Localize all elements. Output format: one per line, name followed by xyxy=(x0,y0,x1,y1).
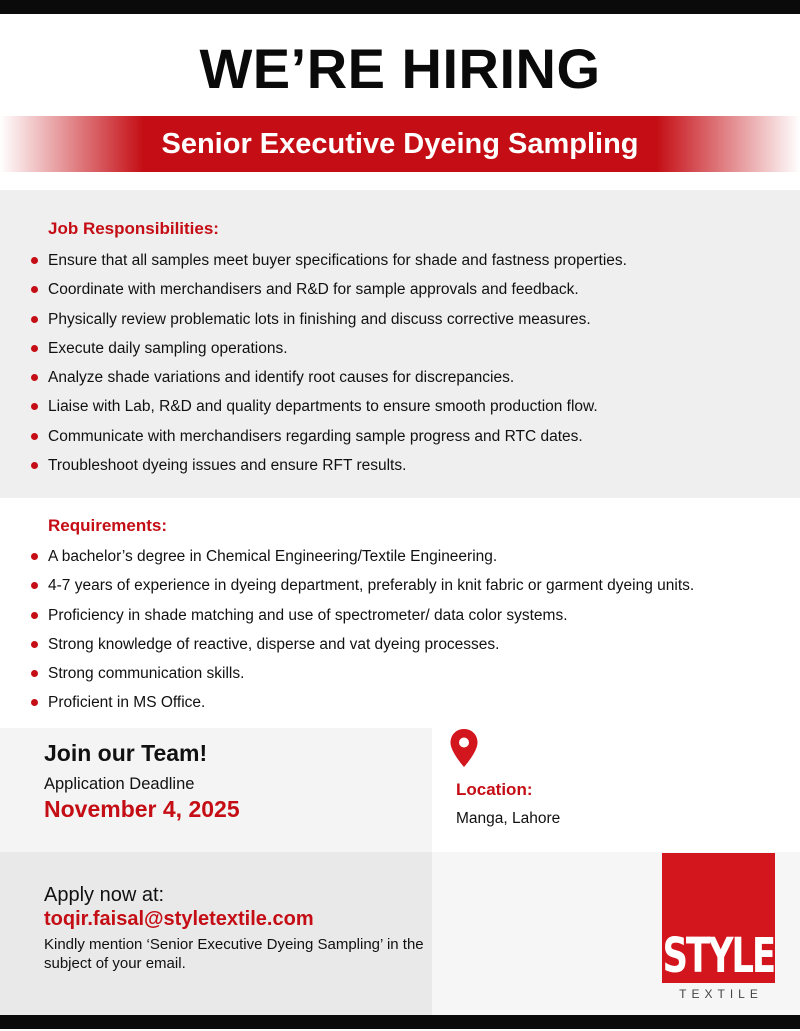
bullet-text: A bachelor’s degree in Chemical Engineering/Textile Engineering. xyxy=(48,548,498,565)
bullet-dot-icon xyxy=(31,433,38,440)
bullet-text: Proficient in MS Office. xyxy=(48,694,206,712)
apply-label: Apply now at: xyxy=(44,884,165,906)
bullet-dot-icon xyxy=(31,582,38,589)
bullet-item xyxy=(0,576,800,605)
requirements-list xyxy=(0,547,800,723)
bullet-text: 4-7 years of experience in dyeing department, preferably in knit fabric or garment dyeing units. xyxy=(48,577,695,595)
bullet-item xyxy=(0,547,800,576)
bullet-dot-icon xyxy=(31,553,38,560)
bullet-dot-icon xyxy=(31,403,38,410)
bullet-text: Liaise with Lab, R&D and quality departments to ensure smooth production flow. xyxy=(48,398,598,416)
bullet-text: Proficiency in shade matching and use of spectrometer/ data color systems. xyxy=(48,606,568,624)
bullet-text: Troubleshoot dyeing issues and ensure RFT results. xyxy=(48,457,407,475)
deadline-date: November 4, 2025 xyxy=(44,796,240,822)
bullet-text: Analyze shade variations and identify root causes for discrepancies. xyxy=(48,369,515,387)
deadline-label: Application Deadline xyxy=(44,775,195,793)
bullet-dot-icon xyxy=(31,699,38,706)
join-title: Join our Team! xyxy=(44,740,208,766)
bullet-dot-icon xyxy=(31,257,38,264)
bullet-item xyxy=(0,397,800,426)
bullet-item xyxy=(0,427,800,456)
bullet-item xyxy=(0,635,800,664)
page-headline: WE’RE HIRING xyxy=(199,37,601,100)
bullet-text: Physically review problematic lots in finishing and discuss corrective measures. xyxy=(48,310,591,328)
bullet-dot-icon xyxy=(31,462,38,469)
bullet-text: Communicate with merchandisers regarding sample progress and RTC dates. xyxy=(48,427,583,445)
apply-note: Kindly mention ‘Senior Executive Dyeing Sampling’ in the subject of your email. xyxy=(44,936,424,972)
apply-email-link[interactable]: toqir.faisal@styletextile.com xyxy=(44,908,314,930)
style-logo xyxy=(662,853,775,983)
bullet-text: Coordinate with merchandisers and R&D for sample approvals and feedback. xyxy=(48,281,579,299)
bullet-item xyxy=(0,693,800,722)
responsibilities-title: Job Responsibilities: xyxy=(48,219,219,238)
map-pin-icon xyxy=(449,728,479,768)
bullet-dot-icon xyxy=(31,316,38,323)
requirements-title: Requirements: xyxy=(48,516,168,535)
bullet-dot-icon xyxy=(31,374,38,381)
position-ribbon xyxy=(0,116,800,172)
bullet-dot-icon xyxy=(31,286,38,293)
logo-sub-text: TEXTILE xyxy=(679,987,763,1001)
bullet-item xyxy=(0,664,800,693)
bullet-text: Ensure that all samples meet buyer specifications for shade and fastness properties. xyxy=(48,252,627,269)
logo-main-text: STYLE xyxy=(662,928,775,984)
bullet-dot-icon xyxy=(31,670,38,677)
bullet-item xyxy=(0,310,800,339)
bullet-dot-icon xyxy=(31,345,38,352)
bullet-text: Strong knowledge of reactive, disperse and vat dyeing processes. xyxy=(48,635,500,653)
location-label: Location: xyxy=(456,780,533,799)
position-title: Senior Executive Dyeing Sampling xyxy=(161,127,639,160)
bullet-dot-icon xyxy=(31,641,38,648)
bullet-item xyxy=(0,251,800,280)
location-value: Manga, Lahore xyxy=(456,810,561,827)
responsibilities-list xyxy=(0,251,800,485)
bullet-text: Strong communication skills. xyxy=(48,665,245,683)
top-border-bar xyxy=(0,0,800,14)
apply-panel xyxy=(0,852,432,1015)
bullet-text: Execute daily sampling operations. xyxy=(48,339,288,357)
bullet-item xyxy=(0,280,800,309)
bullet-dot-icon xyxy=(31,612,38,619)
bottom-border-bar xyxy=(0,1015,800,1029)
bullet-item xyxy=(0,456,800,485)
bullet-item xyxy=(0,339,800,368)
bullet-item xyxy=(0,368,800,397)
bullet-item xyxy=(0,606,800,635)
